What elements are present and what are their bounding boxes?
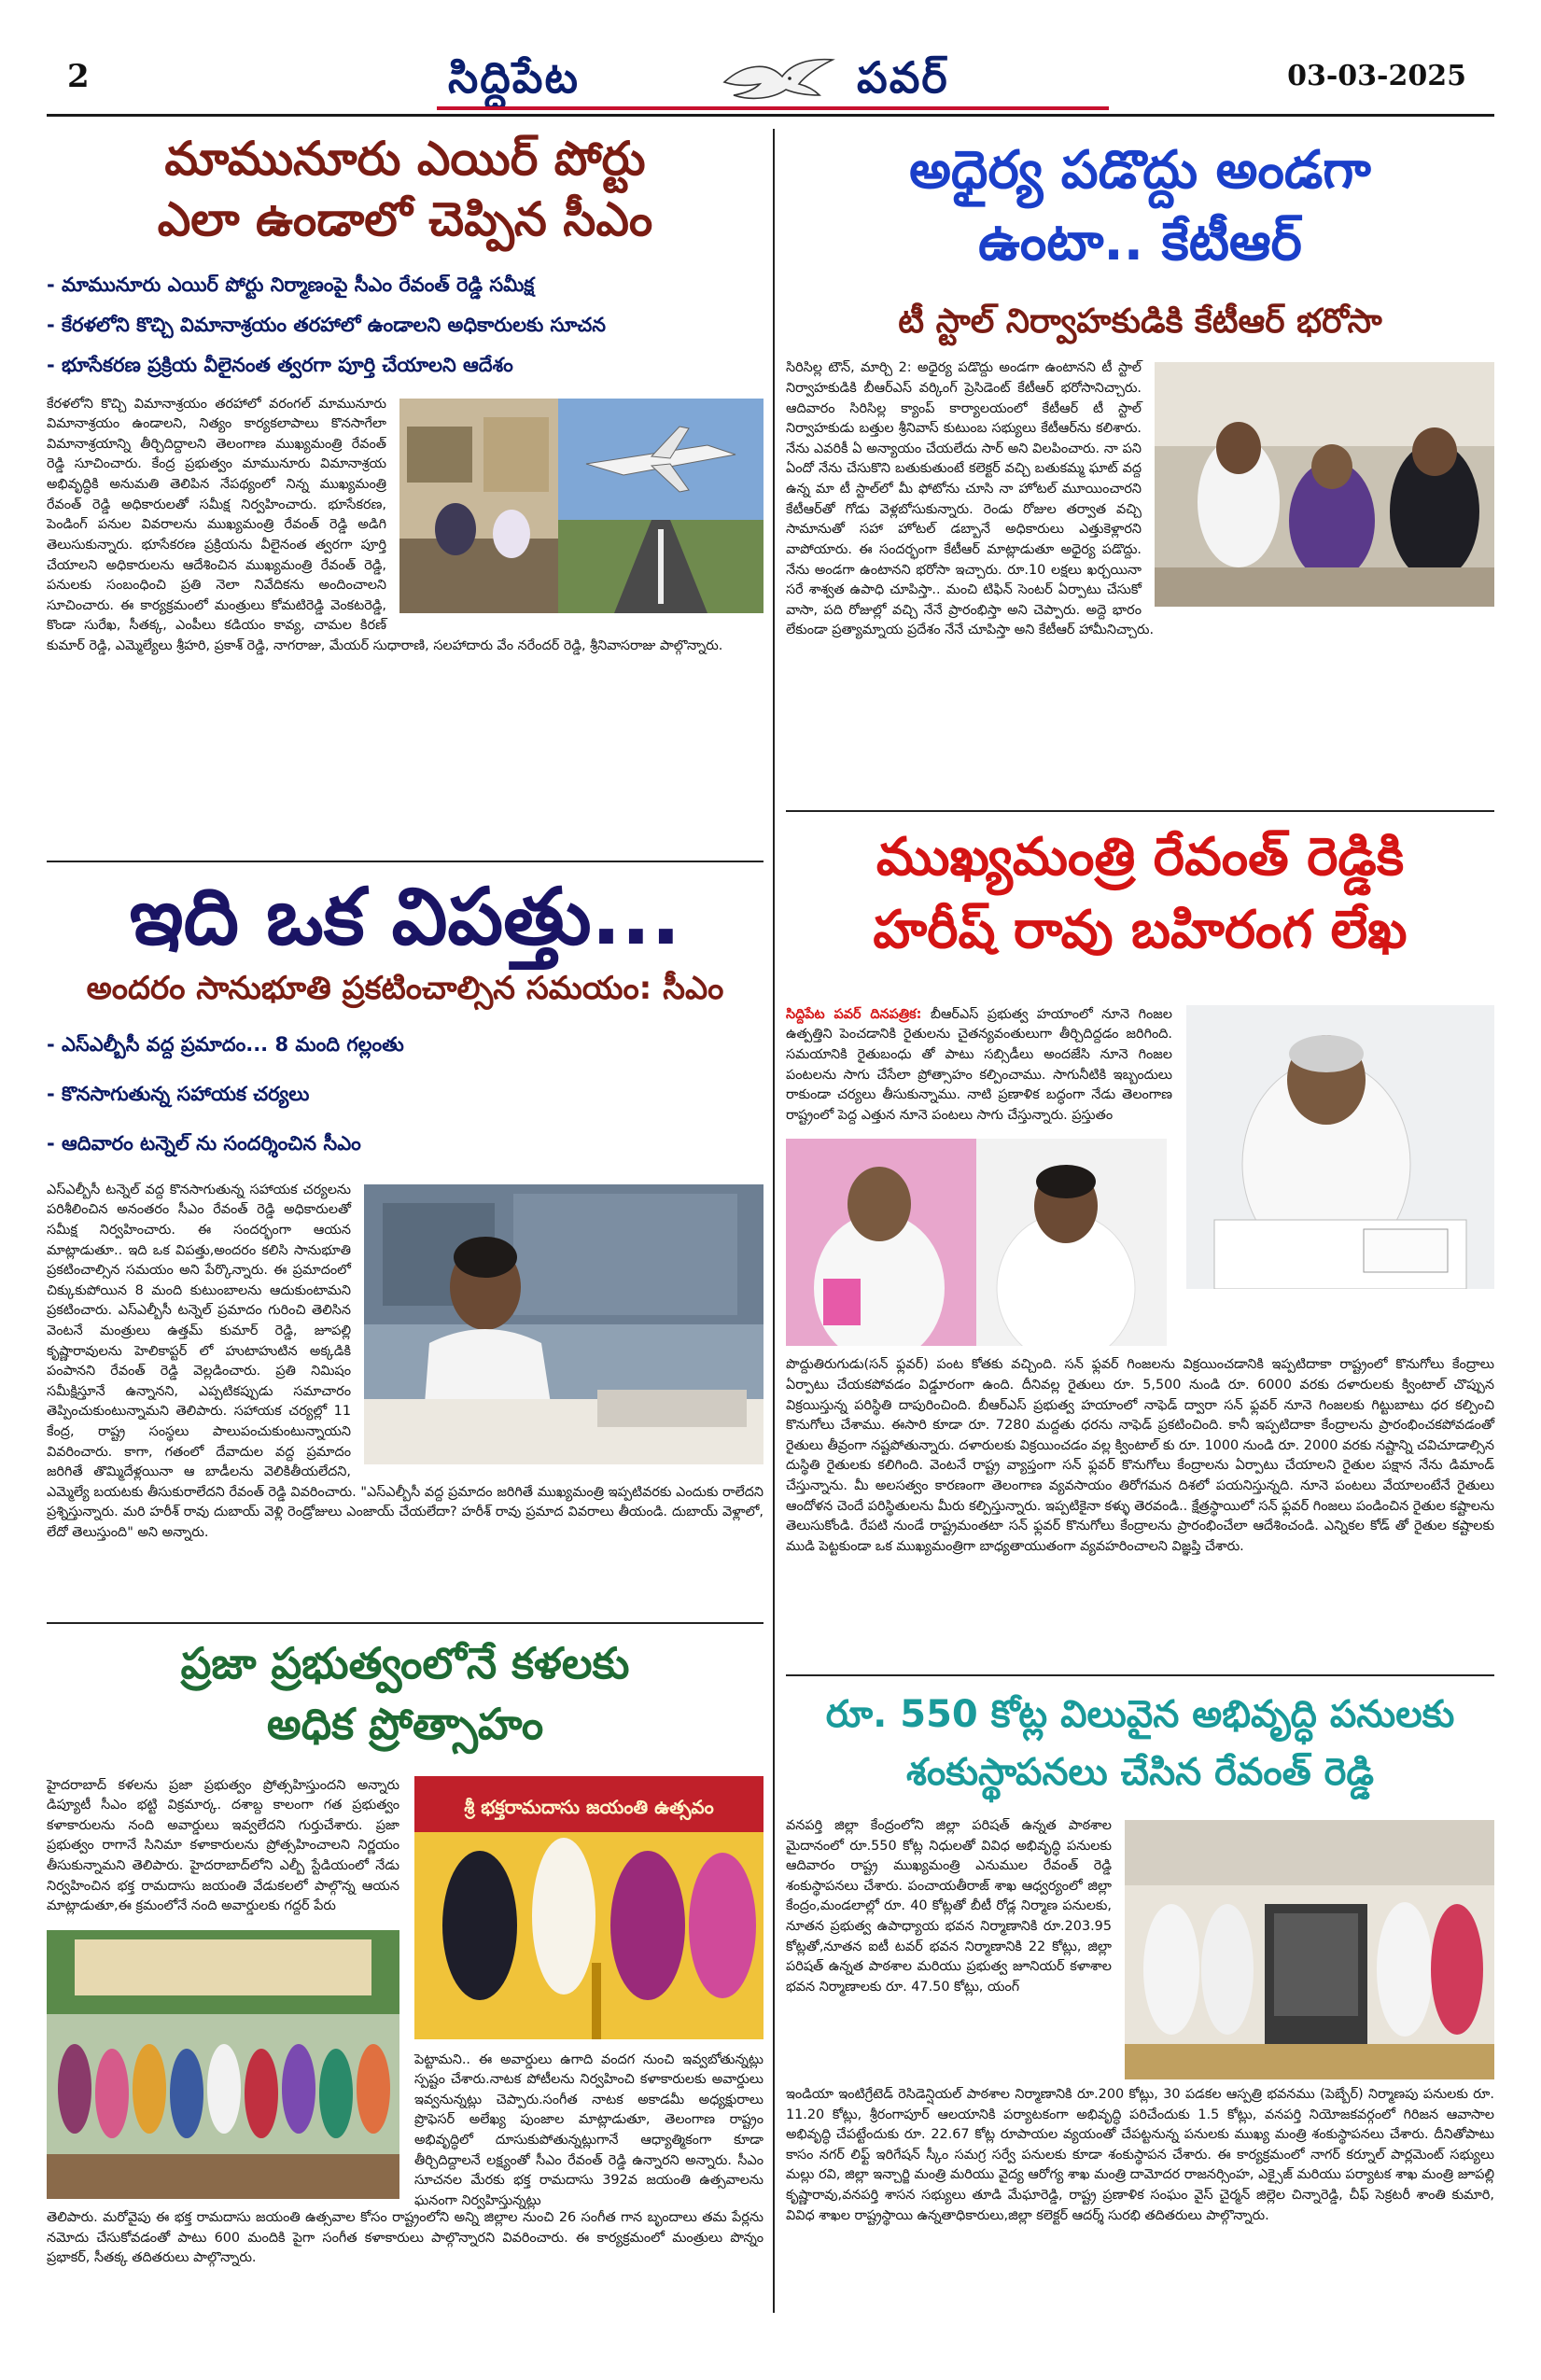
story-ktr-assurance — [786, 134, 1494, 641]
bullet-item: - భూసేకరణ ప్రక్రియ వీలైనంత త్వరగా పూర్తి చేయాలని ఆదేశం — [47, 353, 513, 376]
story5-content — [47, 1776, 763, 2269]
masthead — [47, 47, 1494, 116]
story3-subhead: అందరం సానుభూతి ప్రకటించాల్సిన సమయం: సీఎం — [86, 969, 724, 1007]
logo-left-text: సిద్దిపేట — [448, 52, 580, 103]
section-rule — [47, 861, 763, 862]
harish-revanth-photo — [786, 1139, 1167, 1346]
story1-headline: మామునూరు ఎయిర్ పోర్టు ఎలా ఉండాలో చెప్పిన సీఎం — [157, 132, 653, 246]
newspaper-page — [47, 47, 1494, 2333]
story6-body-bottom: ఇండియా ఇంటిగ్రేటెడ్ రెసిడెన్షియల్ పాఠశాల నిర్మాణానికి రూ.200 కోట్లు, 30 పడకల ఆస్పత్రి భవనము (పెబ్బేర్) నిర్మాణపు పనులకు రూ. 11.20 కోట్లు, శ్రీరంగాపూర్ ఆలయానికి పర్యాటకంగా అభివృద్ధి పరిచేందుకు 1.5 కోట్లు, వనపర్తి నియోజకవర్గంలో గిరిజన ఆవాసాల అభివృద్ధి చేపట్టేందుకు రూ. 22.67 కోట్ల రూపాయల వ్యయంతో చేపట్టనున్న పనులకు ముఖ్య మంత్రి శంకుస్థాపనలు చేశారు. దీనితోపాటు కాసం నగర్ లిఫ్ట్ ఇరిగేషన్ స్కీం సమగ్ర సర్వే పనులకు కూడా శంకుస్థాపన చేశారు. ఈ కార్యక్రమంలో నాగర్ కర్నూల్ పార్లమెంట్ సభ్యులు మల్లు రవి, జిల్లా ఇన్చార్జి మంత్రి మరియు వైద్య ఆరోగ్య శాఖ మంత్రి దామోదర రాజనర్సింహ, ఎక్సైజ్ మరియు పర్యాటక శాఖ మంత్రి జూపల్లి కృష్ణారావు,వనపర్తి శాసన సభ్యులు తూడి మేఘారెడ్డి, రాష్ట్ర ప్రణాళిక సంఘం వైస్ చైర్మన్ జిల్లెల చిన్నారెడ్డి, చీఫ్ సెక్రటరీ శాంతి కుమారి, వివిధ శాఖల రాష్ట్రస్థాయి ఉన్నతాధికారులు,జిల్లా కలెక్టర్ ఆదర్శ్ సురభి తదితరులు పాల్గొన్నారు. — [786, 2087, 1494, 2223]
dove-icon — [717, 54, 838, 105]
section-rule — [786, 810, 1494, 812]
cm-photo — [364, 1184, 763, 1464]
story3-body: ఎస్ఎల్బీసీ టన్నెల్ వద్ద కొనసాగుతున్న సహాయక చర్యలను పరిశీలించిన అనంతరం సీఎం రేవంత్ రెడ్డి అధికారులతో సమీక్ష నిర్వహించారు. ఈ సందర్భంగా ఆయన మాట్లాడుతూ.. ఇది ఒక విపత్తు,అందరం కలిసి సానుభూతి ప్రకటించాల్సిన సమయం అని పేర్కొన్నారు. ఈ ప్రమాదంలో చిక్కుకుపోయిన 8 మంది కుటుంబాలను ఆదుకుంటామని ప్రకటించారు. ఎస్ఎల్బీసీ టన్నెల్ ప్రమాదం గురించి తెలిసిన వెంటనే మంత్రులు ఉత్తమ్ కుమార్ రెడ్డి, జూపల్లి కృష్ణారావులను హెలికాప్టర్ లో హుటాహుటిన అక్కడికి పంపానని రేవంత్ రెడ్డి వెల్లడించారు. ప్రతి నిమిషం సమీక్షిస్తూనే ఉన్నానని, ఎప్పటికప్పుడు సమాచారం తెప్పించుకుంటున్నామని తెలిపారు. సహాయక చర్యల్లో 11 కేంద్ర, రాష్ట్ర సంస్థలు పాలుపంచుకుంటున్నాయని వివరించారు. కాగా, గతంలో దేవాదుల వద్ద ప్రమాదం జరిగితే తొమ్మిదేళ్లయినా ఆ బాడీలను వెలికితీయలేదని, ఎమ్మెల్యే బయటకు తీసుకురాలేదని రేవంత్ రెడ్డి వివరించారు. "ఎస్ఎల్బీసీ వద్ద ప్రమాదం జరిగితే ముఖ్యమంత్రి ఇప్పటివరకు ఎందుకు రాలేదని ప్రశ్నిస్తున్నారు. మరి హరీశ్ రావు దుబాయ్ వెళ్లి రెండ్రోజులు ఎంజాయ్ చేయలేదా? హరీశ్ రావు ప్రమాద వివరాలు తీయండి. దుబాయ్ వెళ్లాలో, లేదో తెలుస్తుంది" అని అన్నారు. — [47, 1182, 763, 1541]
story-wanaparthy-works — [786, 1686, 1494, 2226]
harish-rao-signing-photo — [1186, 1005, 1494, 1289]
story5-body-mid: పెట్టామని.. ఈ అవార్డులు ఉగాది వందగ నుంచి ఇవ్వబోతున్నట్లు స్పష్టం చేశారు.నాటక పోటీలను నిర్వహించి కళాకారులకు అవార్డులు ఇవ్వనున్నట్లు చెప్పారు.సంగీత నాటక అకాడమీ అధ్యక్షురాలు ప్రొఫెసర్ అలేఖ్య పుంజాల మాట్లాడుతూ, తెలంగాణ రాష్ట్రం అభివృద్ధిలో దూసుకుపోతున్నట్లుగానే ఆధ్యాత్మికంగా కూడా తీర్చిదిద్దాలనే లక్ష్యంతో సీఎం రేవంత్ రెడ్డి ఉన్నారని అన్నారు. సీఎం సూచనల మేరకు భక్త రామదాసు 392వ జయంతి ఉత్సవాలను ఘనంగా నిర్వహిస్తున్నట్లు — [414, 2051, 763, 2208]
foundation-stone-photo — [1125, 1820, 1494, 2079]
logo-underline — [437, 106, 1109, 110]
bullet-item: - ఎస్ఎల్బీసీ వద్ద ప్రమాదం... 8 మంది గల్లంతు — [47, 1033, 404, 1057]
ktr-meeting-photo — [1155, 362, 1494, 607]
story2-headline: అధైర్య పడొద్దు అండగా ఉంటా.. కేటీఆర్ — [909, 140, 1371, 273]
bullet-item: - ఆదివారం టన్నెల్ ను సందర్శించిన సీఎం — [47, 1131, 361, 1155]
story5-body-bottom: తెలిపారు. మరోవైపు ఈ భక్త రామదాసు జయంతి ఉత్సవాల కోసం రాష్ట్రంలోని అన్ని జిల్లాల నుంచి 26 సంగీత గాన బృందాలు తమ పేర్లను నమోదు చేసుకోవడంతో పాటు 600 మందికి పైగా సంగీత కళాకారులు పాల్గొన్నారని వివరించారు. ఈ కార్యక్రమంలో మంత్రులు పొన్నం ప్రభాకర్, సీతక్క తదితరులు పాల్గొన్నారు. — [47, 2209, 763, 2266]
story-slbc-tunnel — [47, 872, 763, 1544]
airport-photo — [399, 399, 763, 613]
story5-body-top: హైదరాబాద్ కళలను ప్రజా ప్రభుత్వం ప్రోత్సహిస్తుందని అన్నారు డిప్యూటీ సీఎం భట్టి విక్రమార్క. దశాబ్ద కాలంగా గత ప్రభుత్వం కళాకారులను నంది అవార్డులు ఇవ్వలేదని గుర్తుచేశారు. ప్రజా ప్రభుత్వం రాగానే సినిమా కళాకారులను ప్రోత్సహించాలని నిర్ణయం తీసుకున్నామని తెలిపారు. హైదరాబాద్‌లోని ఎల్బీ స్టేడియంలో నేడు నిర్వహించిన భక్త రామదాసు జయంతి వేడుకలలో పాల్గొన్న ఆయన మాట్లాడుతూ,ఈ క్రమంలోనే నంది అవార్డులకు గద్దర్ పేరు — [47, 1777, 399, 1914]
group-photo — [47, 1930, 399, 2199]
newspaper-logo — [437, 49, 1109, 110]
story4-content — [786, 1005, 1494, 1558]
story1-body: కేరళలోని కొచ్చి విమానాశ్రయం తరహాలో వరంగల్ మామునూరు విమానాశ్రయం ఉండాలని, నిత్యం కార్యకలాపాలు కొనసాగేలా విమానాశ్రయాన్ని తీర్చిదిద్దాలని తెలంగాణ ముఖ్యమంత్రి రేవంత్ రెడ్డి సూచించారు. కేంద్ర ప్రభుత్వం మామునూరు విమానాశ్రయ అభివృద్ధికి అనుమతి తెలిపిన నేపథ్యంలో నిన్న ముఖ్యమంత్రి రేవంత్ రెడ్డి అధికారులతో సమీక్ష నిర్వహించారు. భూసేకరణ, పెండింగ్ పనుల వివరాలను ముఖ్యమంత్రి రేవంత్ రెడ్డి అడిగి తెలుసుకున్నారు. భూసేకరణ ప్రక్రియను వీలైనంత త్వరగా పూర్తి చేయాలని అధికారులను ఆదేశించిన ముఖ్యమంత్రి రేవంత్ రెడ్డి, పనులకు సంబంధించి ప్రతి నెలా నివేదికను అందించాలని సూచించారు. ఈ కార్యక్రమంలో మంత్రులు కోమటిరెడ్డి వెంకటరెడ్డి, కొండా సురేఖ, సీతక్క, ఎంపీలు కడియం కావ్య, చామల కిరణ్ కుమార్ రెడ్డి, ఎమ్మెల్యేలు శ్రీహరి, ప్రకాశ్ రెడ్డి, నాగరాజు, మేయర్ సుధారాణి, సలహాదారు వేం నరేందర్ రెడ్డి, శ్రీనివాసరాజు పాల్గొన్నారు. — [47, 395, 763, 657]
issue-date: 03-03-2025 — [1287, 60, 1466, 92]
story-arts-encouragement — [47, 1633, 763, 2269]
page-number: 2 — [67, 58, 90, 95]
bullet-item: - కేరళలోని కొచ్చి విమానాశ్రయం తరహాలో ఉండాలని అధికారులకు సూచన — [47, 313, 607, 336]
story5-headline: ప్రజా ప్రభుత్వంలోనే కళలకు అధిక ప్రోత్సాహం — [180, 1638, 630, 1750]
section-rule — [786, 1674, 1494, 1676]
masthead-rule — [47, 114, 1494, 117]
logo-right-text: పవర్ — [857, 52, 949, 103]
story-mamunuru-airport — [47, 129, 763, 657]
section-rule — [47, 1622, 763, 1624]
event-stage-photo — [414, 1776, 763, 2039]
bullet-item: - మామునూరు ఎయిర్ పోర్టు నిర్మాణంపై సీఎం రేవంత్ రెడ్డి సమీక్ష — [47, 273, 535, 296]
story2-body: సిరిసిల్ల టౌన్, మార్చి 2: అధైర్య పడొద్దు అండగా ఉంటానని టీ స్టాల్ నిర్వాహకుడికి బీఆర్ఎస్ వర్కింగ్ ప్రెసిడెంట్ కేటీఆర్ భరోసానిచ్చారు. ఆదివారం సిరిసిల్ల క్యాంప్ కార్యాలయంలో కేటీఆర్ టీ స్టాల్ నిర్వాహకుడు బత్తుల శ్రీనివాస్ కుటుంబ సభ్యులు కేటీఆర్‌ను కలిశారు. నేను ఎవరికీ ఏ అన్యాయం చేయలేదు సార్ అని విలపించారు. నా పని ఏందో నేను చేసుకొని బతుకుతుంటే కలెక్టర్ వచ్చి బతుకమ్మ ఘాట్ వద్ద ఉన్న మా టీ స్టాల్‌లో మీ ఫోటోను చూసి నా హోటల్ మూయించారని కేటీఆర్‌తో గోడు వెళ్లబోసుకున్నారు. రెండు రోజుల తర్వాత వచ్చి సామానుతో సహా హోటల్ డబ్బానే అధికారులు ఎత్తుకెళ్లారని వాపోయారు. ఈ సందర్భంగా కేటీఆర్ మాట్లాడుతూ అధైర్య పడొద్దు. నేను అండగా ఉంటానని భరోసా ఇచ్చారు. రూ.10 లక్షలు ఖర్చయినా సరే శాశ్వత ఉపాధి చూపిస్తా.. మంచి టిఫిన్ సెంటర్ ఏర్పాటు చేసుకో వాసా, పది రోజుల్లో వచ్చి నేనే ప్రారంభిస్తా అని చెప్పారు. అద్దె భారం లేకుండా ప్రత్యామ్నాయ ప్రదేశం నేనే చూపిస్తా అని కేటీఆర్ హామీనిచ్చారు. — [786, 358, 1494, 641]
story6-body-top: వనపర్తి జిల్లా కేంద్రంలోని జిల్లా పరిషత్ ఉన్నత పాఠశాల మైదానంలో రూ.550 కోట్ల నిధులతో వివిధ అభివృద్ధి పనులకు ఆదివారం రాష్ట్ర ముఖ్యమంత్రి ఎనుముల రేవంత్ రెడ్డి శంకుస్థాపనలు చేశారు. పంచాయతీరాజ్ శాఖ ఆధ్వర్యంలో జిల్లా కేంద్రం,మండలాల్లో రూ. 40 కోట్లతో బీటీ రోడ్ల నిర్మాణ పనులకు, నూతన ప్రభుత్వ ఉపాధ్యాయ భవన నిర్మాణానికి రూ.203.95 కోట్లతో,నూతన ఐటీ టవర్ భవన నిర్మాణానికి 22 కోట్లు, జిల్లా పరిషత్ ఉన్నత పాఠశాల మరియు ప్రభుత్వ జూనియర్ కళాశాల భవన నిర్మాణాలకు రూ. 47.50 కోట్లు, యంగ్ — [786, 1816, 1494, 1997]
story6-headline: రూ. 550 కోట్ల విలువైన అభివృద్ధి పనులకు శంకుస్థాపనలు చేసిన రేవంత్ రెడ్డి — [825, 1693, 1455, 1794]
story1-bullets — [47, 273, 763, 378]
column-divider — [773, 129, 775, 2313]
story4-body-top: సిద్దిపేట పవర్ దినపత్రిక: బీఆర్ఎస్ ప్రభుత్వ హయాంలో నూనె గింజల ఉత్పత్తిని పెంచడానికి రైతులను చైతన్యవంతులుగా తీర్చిదిద్దడం జరిగింది. సమయానికి రైతుబంధు తో పాటు సబ్సిడీలు అందజేసి నూనె గింజల పంటలను సాగు చేసేలా ప్రోత్సాహం కల్పించాము. సాగునీటికి ఇబ్బందులు రాకుండా చర్యలు తీసుకున్నాము. నాటి ప్రణాళిక బద్ధంగా నేడు తెలంగాణ రాష్ట్రంలో పెద్ద ఎత్తున నూనె పంటలు సాగు చేస్తున్నారు. ప్రస్తుతం — [786, 1006, 1172, 1123]
story3-headline: ఇది ఒక విపత్తు... — [129, 871, 681, 962]
story2-subhead: టీ స్టాల్ నిర్వాహకుడికి కేటీఆర్ భరోసా — [898, 301, 1382, 341]
banner-text: శ్రీ భక్తరామదాసు జయంతి ఉత్సవం — [464, 1795, 714, 1818]
story6-content — [786, 1816, 1494, 2226]
bullet-item: - కొనసాగుతున్న సహాయక చర్యలు — [47, 1082, 310, 1105]
story4-headline: ముఖ్యమంత్రి రేవంత్ రెడ్డికి హరీష్ రావు బహిరంగ లేఖ — [873, 827, 1408, 961]
story4-body-bottom: పొద్దుతిరుగుడు(సన్ ఫ్లవర్) పంట కోతకు వచ్చింది. సన్ ఫ్లవర్ గింజలను విక్రయించడానికి ఇప్పటిదాకా రాష్ట్రంలో కొనుగోలు కేంద్రాలు ఏర్పాటు చేయకపోవడం విడ్డూరంగా ఉంది. దీనివల్ల రైతులు రూ. 5,500 నుండి రూ. 6000 వరకు దళారులకు క్వింటాల్ చొప్పున విక్రయిస్తున్న పరిస్థితి దాపురించింది. బీఆర్ఎస్ ప్రభుత్వ హయాంలో నాఫెడ్ ద్వారా సన్ ఫ్లవర్ నూనె గింజలకు గిట్టుబాటు ధర కల్పించి కొనుగోలు చేశాము. ఈసారి కూడా రూ. 7280 మద్దతు ధరను నాఫెడ్ ప్రకటించింది. కానీ ఇప్పటిదాకా కేంద్రాలను ప్రారంభించకపోవడంతో రైతులు తీవ్రంగా నష్టపోతున్నారు. దళారులకు విక్రయించడం వల్ల క్వింటాల్ కు రూ. 1000 నుండి రూ. 2000 వరకు నష్టాన్ని చవిచూడాల్సిన దుస్థితి రైతులకు కలిగింది. వెంటనే రాష్ట్ర వ్యాప్తంగా సన్ ఫ్లవర్ కొనుగోలు కేంద్రాలను ఏర్పాటు చేయాలని రైతుల పక్షాన నేను డిమాండ్ చేస్తున్నాను. మీ అలసత్వం కారణంగా తెలంగాణ వ్యవసాయం తిరోగమన దిశలో పయనిస్తున్నది. నూనె పంటలు వేయాలంటేనే రైతులు ఆందోళన చెందే పరిస్థితులను మీరు కల్పిస్తున్నారు. ఇప్పటికైనా కళ్ళు తెరవండి.. క్షేత్రస్థాయిలో సన్ ఫ్లవర్ గింజలు పండించిన రైతుల కష్టాలను తెలుసుకోండి. రేపటి నుండే రాష్ట్రమంతటా సన్ ఫ్లవర్ కొనుగోలు కేంద్రాలను ప్రారంభించేలా ఆదేశించండి. ఎన్నికల కోడ్ తో రైతుల కష్టాలకు ముడి పెట్టకుండా ఒక ముఖ్యమంత్రిగా బాధ్యతాయుతంగా వ్యవహరించాలని విజ్ఞప్తి చేశారు. — [786, 1357, 1494, 1554]
story-harish-rao-letter — [786, 821, 1494, 1558]
byline: సిద్దిపేట పవర్ దినపత్రిక: — [786, 1006, 922, 1022]
story3-bullets — [47, 1032, 763, 1156]
